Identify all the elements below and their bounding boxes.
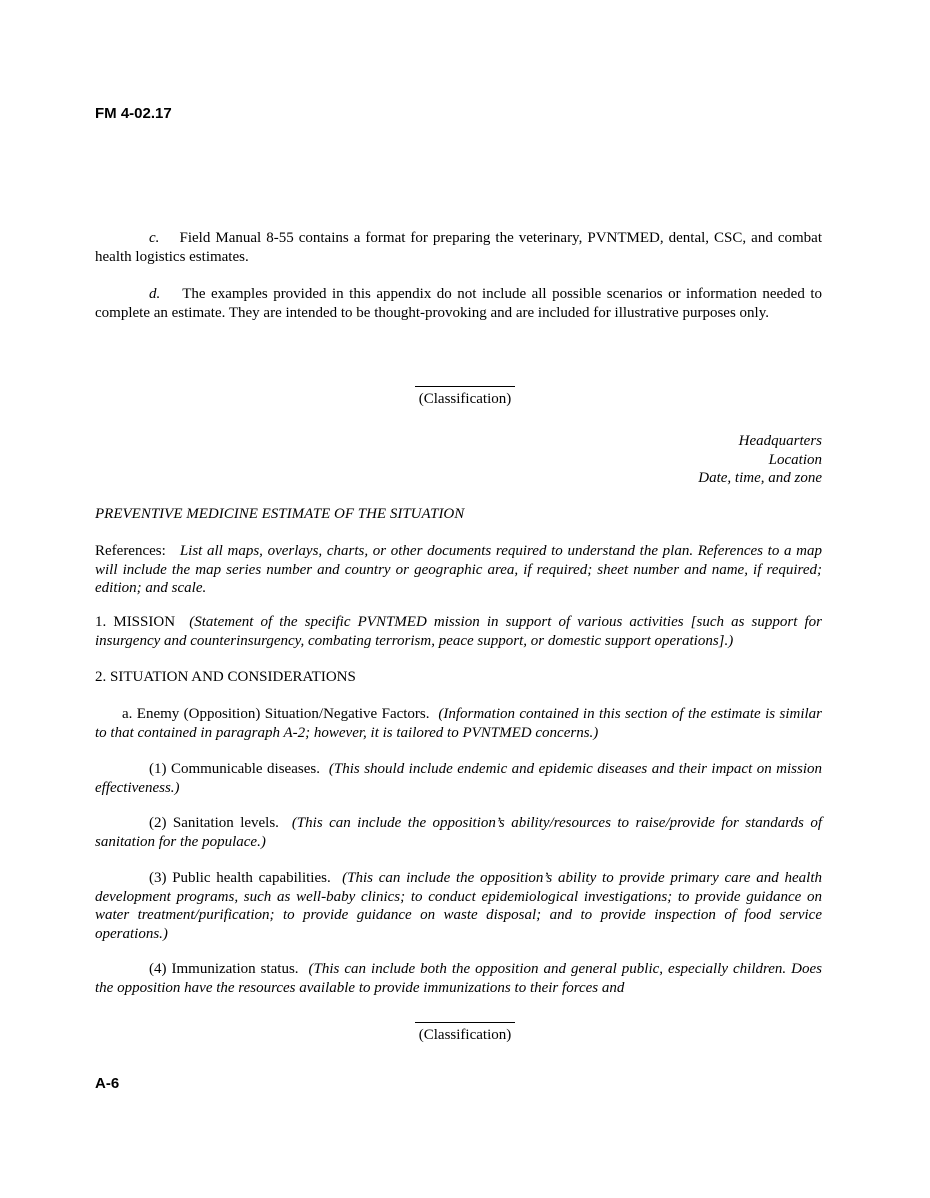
item-4-text: (This can include both the opposition and general public, especially children. Does the opposition have the resources available to provide immunizations to their forces and xyxy=(95,961,823,996)
item-2-paragraph xyxy=(95,814,822,851)
situation-heading: 2. SITUATION AND CONSIDERATIONS xyxy=(95,669,356,685)
hq-line-headquarters: Headquarters xyxy=(738,433,822,449)
item-3-text: (This can include the opposition’s ability to provide primary care and health development programs, such as well-baby clinics; to conduct epidemiological investigations; to provide guidance on water treatment/purification; to provide guidance on waste disposal; and to provide inspection of food service operations.) xyxy=(95,870,822,942)
classification-top xyxy=(0,386,930,408)
references-paragraph xyxy=(95,542,822,598)
item-4-label: (4) Immunization status. xyxy=(149,961,299,977)
page-number: A-6 xyxy=(95,1075,120,1092)
paragraph-d-text: The examples provided in this appendix do not include all possible scenarios or information needed to complete an estimate. They are intended to be thought-provoking and are included for illustrative purposes only. xyxy=(95,286,822,321)
item-4-paragraph xyxy=(95,960,822,997)
enemy-label: a. Enemy (Opposition) Situation/Negative Factors. xyxy=(122,706,430,722)
paragraph-d xyxy=(95,285,822,322)
classification-top-text: (Classification) xyxy=(418,391,512,407)
mission-paragraph xyxy=(95,613,822,650)
item-3-label: (3) Public health capabilities. xyxy=(149,870,331,886)
references-text: List all maps, overlays, charts, or other documents required to understand the plan. References to a map will include the map series number and country or geographic area, if required; sheet number and name, if required; edition; and scale. xyxy=(95,543,822,596)
enemy-text: (Information contained in this section of the estimate is similar to that contained in paragraph A-2; however, it is tailored to PVNTMED concerns.) xyxy=(95,706,823,741)
hq-line-date: Date, time, and zone xyxy=(698,470,822,486)
item-2-text: (This can include the opposition’s ability/resources to raise/provide for standards of sanitation for the populace.) xyxy=(95,815,822,850)
paragraph-c xyxy=(95,229,822,266)
item-1-text: (This should include endemic and epidemic diseases and their impact on mission effectiveness.) xyxy=(95,761,823,796)
paragraph-d-letter: d. xyxy=(149,286,161,302)
item-1-label: (1) Communicable diseases. xyxy=(149,761,320,777)
estimate-title: PREVENTIVE MEDICINE ESTIMATE OF THE SITUATION xyxy=(95,506,465,522)
enemy-paragraph xyxy=(95,705,822,742)
item-2-label: (2) Sanitation levels. xyxy=(149,815,279,831)
headquarters-block xyxy=(698,432,822,488)
item-1-paragraph xyxy=(95,760,822,797)
paragraph-c-text: Field Manual 8-55 contains a format for preparing the veterinary, PVNTMED, dental, CSC, and combat health logistics estimates. xyxy=(95,230,822,265)
paragraph-c-letter: c. xyxy=(149,230,160,246)
hq-line-location: Location xyxy=(768,451,822,468)
mission-text: (Statement of the specific PVNTMED mission in support of various activities [such as support for insurgency and counterinsurgency, combating terrorism, peace support, or domestic support operations].) xyxy=(95,614,822,649)
classification-bottom xyxy=(0,1022,930,1044)
classification-line xyxy=(415,1022,515,1023)
mission-label: 1. MISSION xyxy=(95,614,176,630)
document-id: FM 4-02.17 xyxy=(95,105,172,122)
classification-line xyxy=(415,386,515,387)
item-3-paragraph xyxy=(95,869,822,943)
classification-bottom-text: (Classification) xyxy=(418,1027,512,1043)
references-label: References: xyxy=(95,543,166,559)
